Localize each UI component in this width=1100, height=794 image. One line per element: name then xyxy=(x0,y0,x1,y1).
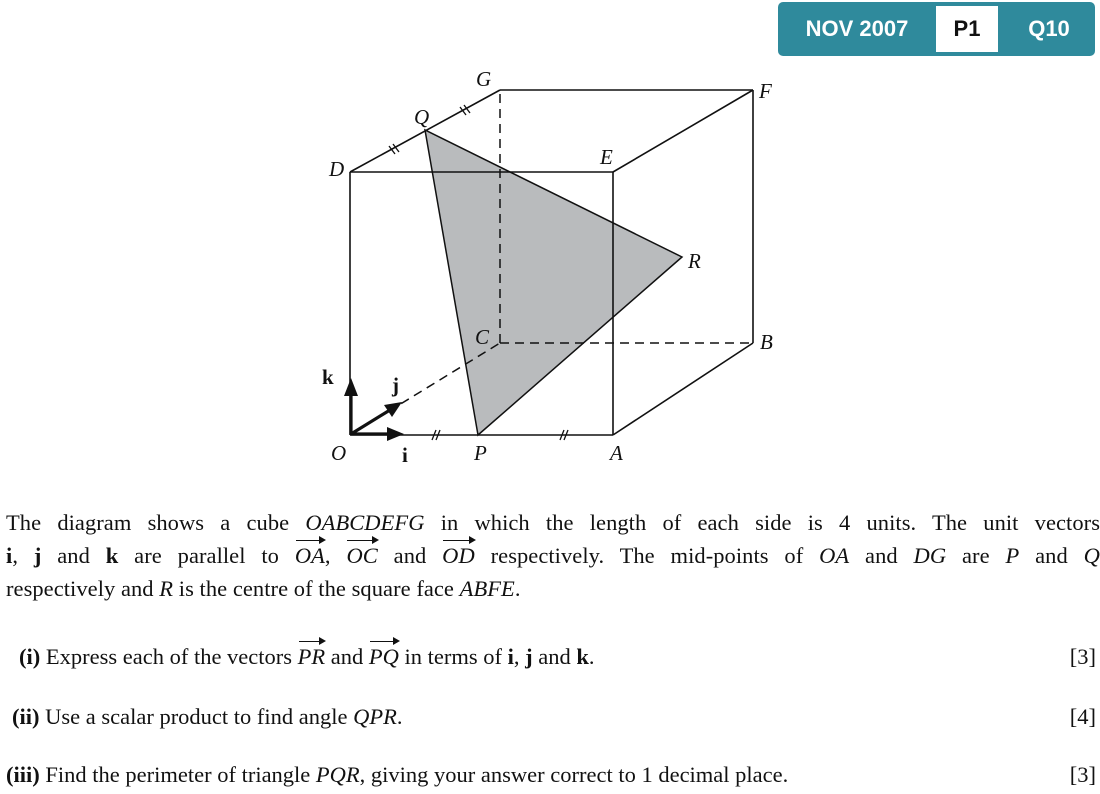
unit-i: i xyxy=(6,543,13,568)
and-text: and xyxy=(1019,543,1084,568)
label-p: P xyxy=(474,441,487,465)
part-text xyxy=(19,640,595,674)
label-a: A xyxy=(610,441,623,465)
part-ii xyxy=(0,700,1100,734)
comma: , xyxy=(513,644,520,669)
label-k: k xyxy=(322,365,334,389)
marks: [3] xyxy=(1069,644,1096,669)
period: . xyxy=(588,644,595,669)
part-body: Find the perimeter of triangle xyxy=(39,762,316,787)
and-text: and xyxy=(532,644,577,669)
label-j: j xyxy=(392,373,399,397)
intro-text: are xyxy=(946,543,1006,568)
and-text: and xyxy=(849,543,914,568)
label-i: i xyxy=(402,443,408,467)
marks: [4] xyxy=(1069,704,1096,729)
comma: , xyxy=(12,543,18,568)
part-text xyxy=(6,758,788,792)
label-o: O xyxy=(331,441,347,465)
label-f: F xyxy=(759,79,772,103)
part-body: Use a scalar product to find angle xyxy=(39,704,354,729)
unit-k: k xyxy=(576,644,589,669)
part-body: Express each of the vectors xyxy=(40,644,298,669)
intro-line-2 xyxy=(6,539,1100,572)
segment-oa: OA xyxy=(819,543,850,568)
part-iii xyxy=(0,758,1100,792)
part-text xyxy=(12,700,403,734)
vector-j-arrow xyxy=(351,410,390,434)
unit-j: j xyxy=(33,543,42,568)
label-b: B xyxy=(760,330,773,354)
angle-qpr: QPR xyxy=(353,704,397,729)
marks: [3] xyxy=(1069,762,1096,787)
vector-pq: PQ xyxy=(369,640,399,674)
segment-dg: DG xyxy=(913,543,947,568)
part-label: (i) xyxy=(19,644,41,669)
intro-line-3 xyxy=(6,572,1100,605)
vector-oc: OC xyxy=(346,539,377,572)
edge-ab xyxy=(613,343,753,435)
vector-j-head xyxy=(384,402,402,417)
triangle-pqr-name: PQR xyxy=(315,762,360,787)
question-intro xyxy=(6,506,1100,605)
part-body: in terms of xyxy=(398,644,508,669)
label-e: E xyxy=(600,145,613,169)
intro-line-1 xyxy=(6,506,1100,539)
unit-k: k xyxy=(105,543,119,568)
vector-od: OD xyxy=(442,539,475,572)
label-q: Q xyxy=(414,105,430,129)
label-d: D xyxy=(329,157,345,181)
paper-label: P1 xyxy=(936,6,998,52)
part-label: (ii) xyxy=(12,704,40,729)
unit-i: i xyxy=(507,644,514,669)
comma: , xyxy=(324,543,331,568)
unit-j: j xyxy=(525,644,533,669)
intro-text: respectively and xyxy=(6,576,160,601)
and-text: and xyxy=(41,543,106,568)
vector-i-head xyxy=(387,427,404,441)
point-q: Q xyxy=(1083,543,1100,568)
and-text: and xyxy=(377,543,443,568)
label-c: C xyxy=(475,325,490,349)
triangle-pqr xyxy=(425,130,682,435)
intro-text: is the centre of the square face xyxy=(173,576,460,601)
vector-pr: PR xyxy=(298,640,326,674)
intro-text: The diagram shows a cube xyxy=(6,510,306,535)
label-g: G xyxy=(476,67,492,91)
question-number: Q10 xyxy=(1028,16,1070,41)
label-r: R xyxy=(688,249,701,273)
part-i xyxy=(0,640,1100,674)
vector-k-head xyxy=(344,378,358,396)
cube-name: OABCDEFG xyxy=(305,510,425,535)
point-r: R xyxy=(159,576,174,601)
part-body: and xyxy=(325,644,369,669)
face-abfe: ABFE xyxy=(459,576,515,601)
point-p: P xyxy=(1005,543,1020,568)
session-label: NOV 2007 xyxy=(805,16,909,41)
edge-ef xyxy=(613,90,753,172)
period: . xyxy=(396,704,403,729)
intro-text: in which the length of each side is 4 units. The unit vectors xyxy=(424,510,1100,535)
period: . xyxy=(514,576,521,601)
part-label: (iii) xyxy=(6,762,40,787)
intro-text: respectively. The mid-points of xyxy=(474,543,820,568)
part-body: , giving your answer correct to 1 decimal place. xyxy=(359,762,789,787)
intro-text: are parallel to xyxy=(118,543,295,568)
vector-oa: OA xyxy=(295,539,325,572)
